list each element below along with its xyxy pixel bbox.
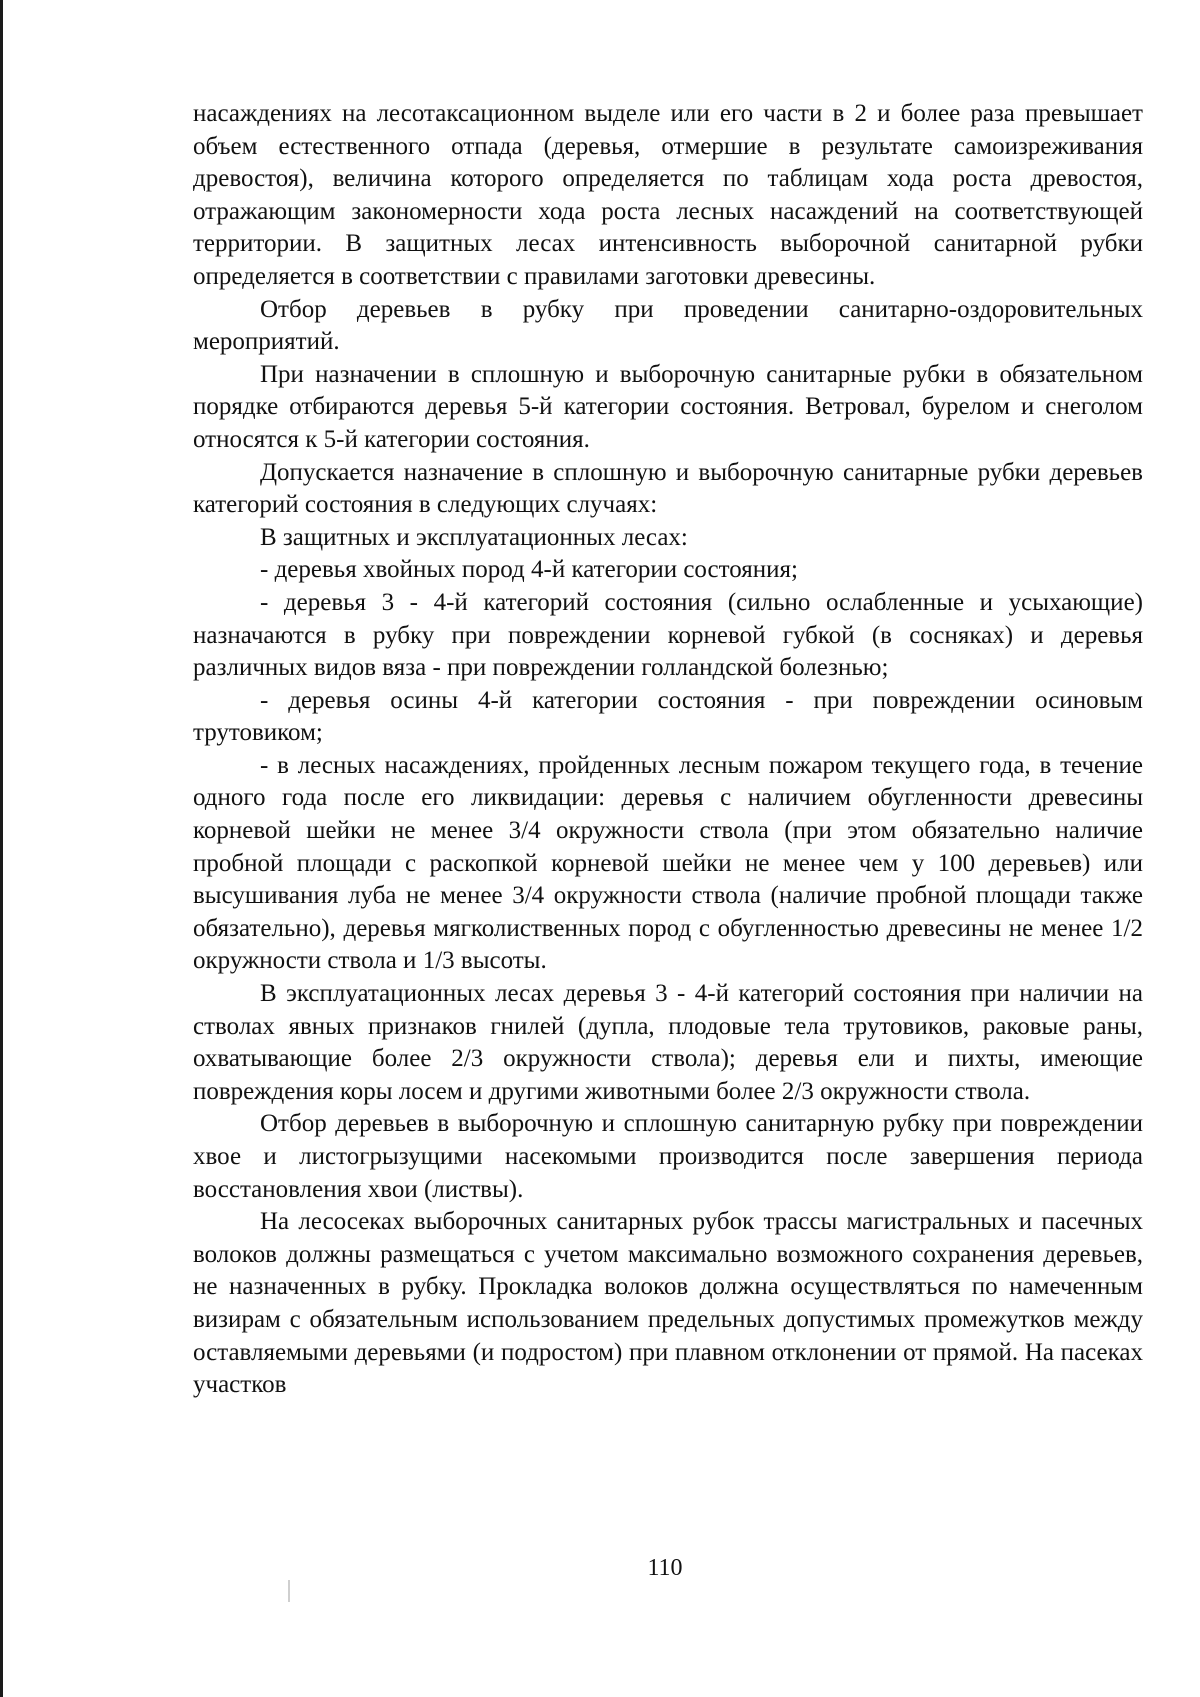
scan-mark (288, 1580, 290, 1602)
paragraph: насаждениях на лесотаксационном выделе или его части в 2 и более раза превышает объем естественного отпада (деревья, отмершие в результате самоизреживания древостоя), величина которого определяется по таблицам хода роста древостоя, отражающим закономерности хода роста лесных насаждений на соответствующей территории. В защитных лесах интенсивность выборочной санитарной рубки определяется в соответствии с правилами заготовки древесины. (193, 100, 1143, 290)
paragraph: - деревья 3 - 4-й категорий состояния (сильно ослабленные и усыхающие) назначаются в рубку при повреждении корневой губкой (в сосняках) и деревья различных видов вяза - при повреждении голландской болезнью; (193, 588, 1143, 682)
body-text (193, 98, 1143, 1402)
scan-edge (0, 0, 3, 1697)
paragraph: Отбор деревьев в рубку при проведении санитарно-оздоровительных мероприятий. (193, 295, 1143, 356)
paragraph: - деревья хвойных пород 4-й категории состояния; (260, 556, 798, 584)
paragraph: Допускается назначение в сплошную и выборочную санитарные рубки деревьев категорий состояния в следующих случаях: (193, 458, 1143, 519)
paragraph: В защитных и эксплуатационных лесах: (260, 523, 688, 551)
paragraph: - деревья осины 4-й категории состояния - при повреждении осиновым трутовиком; (193, 686, 1143, 747)
paragraph: - в лесных насаждениях, пройденных лесным пожаром текущего года, в течение одного года после его ликвидации: деревья с наличием обугленности древесины корневой шейки не менее 3/4 окружности ствола (при этом обязательно наличие пробной площади с раскопкой корневой шейки не менее чем у 100 деревьев) или высушивания луба не менее 3/4 окружности ствола (наличие пробной площади также обязательно), деревья мягколиственных пород с обугленностью древесины не менее 1/2 окружности ствола и 1/3 высоты. (193, 751, 1143, 975)
paragraph: При назначении в сплошную и выборочную санитарные рубки в обязательном порядке отбираются деревья 5-й категории состояния. Ветровал, бурелом и снеголом относятся к 5-й категории состояния. (193, 360, 1143, 453)
paragraph: Отбор деревьев в выборочную и сплошную санитарную рубку при повреждении хвое и листогрызущими насекомыми производится после завершения периода восстановления хвои (листвы). (193, 1110, 1143, 1203)
paragraph: В эксплуатационных лесах деревья 3 - 4-й категорий состояния при наличии на стволах явных признаков гнилей (дупла, плодовые тела трутовиков, раковые раны, охватывающие более 2/3 окружности ствола); деревья ели и пихты, имеющие повреждения коры лосем и другими животными более 2/3 окружности ствола. (193, 980, 1143, 1105)
paragraph: На лесосеках выборочных санитарных рубок трассы магистральных и пасечных волоков должны размещаться с учетом максимально возможного сохранения деревьев, не назначенных в рубку. Прокладка волоков должна осуществляться по намеченным визирам с обязательным использованием предельных допустимых промежутков между оставляемыми деревьями (и подростом) при плавном отклонении от прямой. На пасеках участков (193, 1208, 1143, 1399)
page-number: 110 (647, 1555, 683, 1581)
